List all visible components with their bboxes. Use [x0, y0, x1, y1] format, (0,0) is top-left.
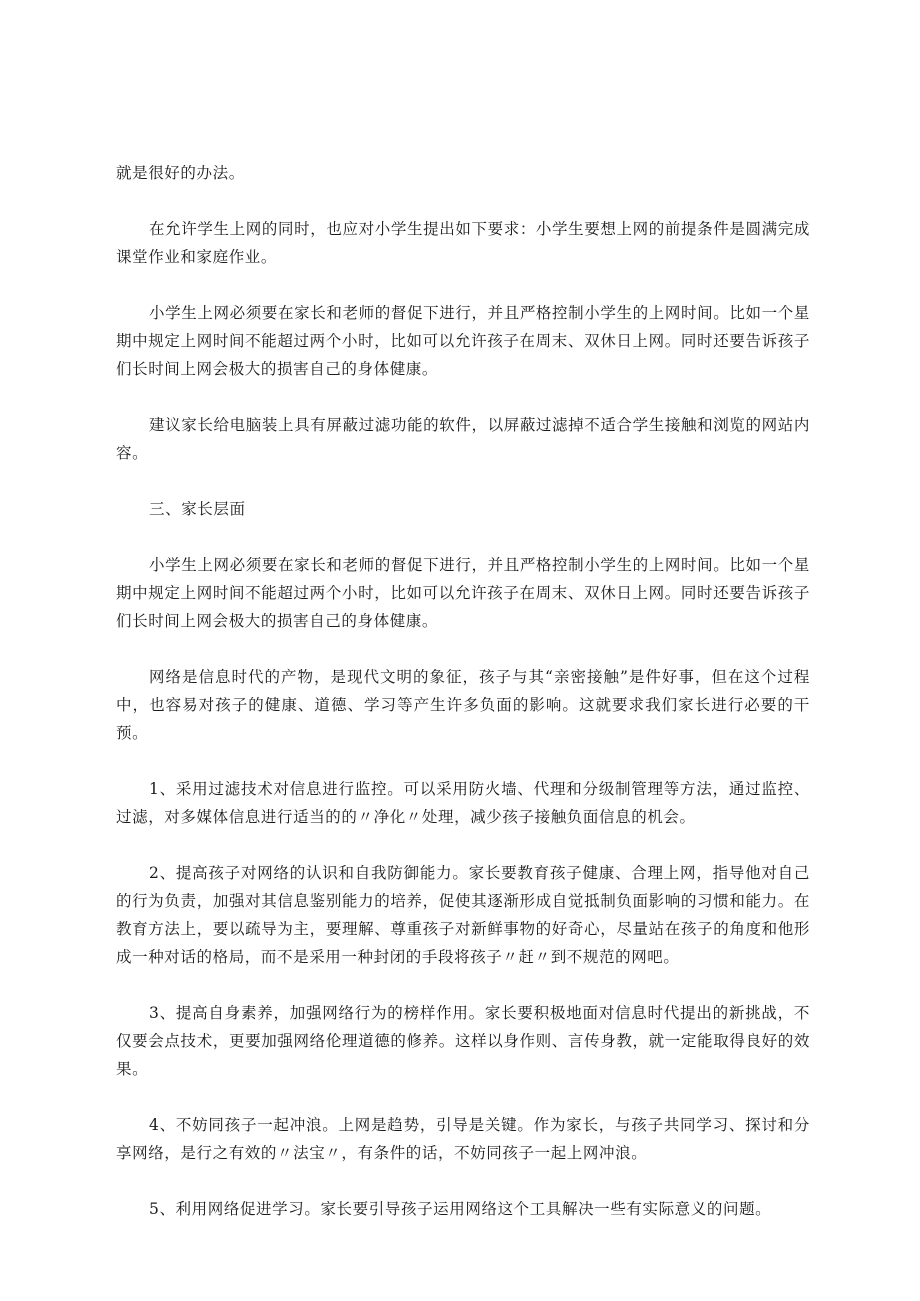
list-item-4-surf-together: 4、不妨同孩子一起冲浪。上网是趋势，引导是关键。作为家长，与孩子共同学习、探讨和分享网络，是行之有效的〃法宝〃，有条件的话，不妨同孩子一起上网冲浪。: [116, 1116, 810, 1162]
list-item-2-self-defense: 2、提高孩子对网络的认识和自我防御能力。家长要教育孩子健康、合理上网，指导他对自己的行为负责，加强对其信息鉴别能力的培养，促使其逐渐形成自觉抵制负面影响的习惯和能力。在教育方法上，要以疏导为主，要理解、尊重孩子对新鲜事物的好奇心，尽量站在孩子的角度和他形成一种对话的格局，而不是采用一种封闭的手段将孩子〃赶〃到不规范的网吧。: [116, 864, 810, 966]
document-body: [116, 159, 810, 1251]
paragraph-network-era: 网络是信息时代的产物，是现代文明的象征，孩子与其“亲密接触”是件好事，但在这个过程中，也容易对孩子的健康、道德、学习等产生许多负面的影响。这就要求我们家长进行必要的干预。: [116, 668, 810, 742]
paragraph-supervision-repeat: 小学生上网必须要在家长和老师的督促下进行，并且严格控制小学生的上网时间。比如一个星期中规定上网时间不能超过两个小时，比如可以允许孩子在周末、双休日上网。同时还要告诉孩子们长时间上网会极大的损害自己的身体健康。: [116, 556, 810, 630]
paragraph-supervision: 小学生上网必须要在家长和老师的督促下进行，并且严格控制小学生的上网时间。比如一个星期中规定上网时间不能超过两个小时，比如可以允许孩子在周末、双休日上网。同时还要告诉孩子们长时间上网会极大的损害自己的身体健康。: [116, 304, 810, 378]
paragraph-filter-software: 建议家长给电脑装上具有屏蔽过滤功能的软件，以屏蔽过滤掉不适合学生接触和浏览的网站内容。: [116, 416, 810, 462]
section-heading-parents: 三、家长层面: [149, 500, 246, 518]
paragraph-internet-requirements: 在允许学生上网的同时，也应对小学生提出如下要求：小学生要想上网的前提条件是圆满完成课堂作业和家庭作业。: [116, 220, 810, 266]
paragraph-continuation: 就是很好的办法。: [116, 164, 245, 182]
list-item-5-learning: 5、利用网络促进学习。家长要引导孩子运用网络这个工具解决一些有实际意义的问题。: [149, 1200, 772, 1218]
list-item-1-filtering: 1、采用过滤技术对信息进行监控。可以采用防火墙、代理和分级制管理等方法，通过监控、过滤，对多媒体信息进行适当的的〃净化〃处理，减少孩子接触负面信息的机会。: [116, 780, 810, 826]
list-item-3-role-model: 3、提高自身素养，加强网络行为的榜样作用。家长要积极地面对信息时代提出的新挑战，不仅要会点技术，更要加强网络伦理道德的修养。这样以身作则、言传身教，就一定能取得良好的效果。: [116, 1004, 810, 1078]
